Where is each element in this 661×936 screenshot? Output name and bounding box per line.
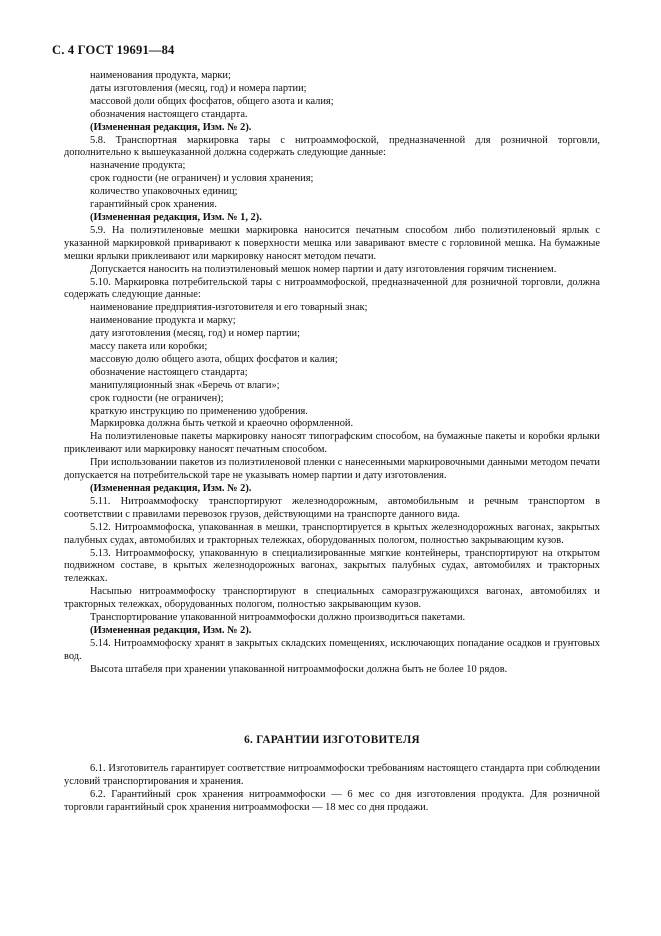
body-paragraph: При использовании пакетов из полиэтиленовой пленки с нанесенными маркировочными данными методом печати допускается на потребительской таре не указывать номер партии и дату изготовления.	[64, 457, 600, 482]
body-paragraph: 5.14. Нитроаммофоску хранят в закрытых складских помещениях, исключающих попадание осадков и грунтовых вод.	[64, 637, 600, 662]
body-list-item: наименование предприятия-изготовителя и его товарный знак;	[90, 302, 368, 314]
body-paragraph: 5.12. Нитроаммофоска, упакованная в мешки, транспортируется в крытых железнодорожных вагонах, закрытых палубных судах, автомобилях и тракторных тележках, оборудованных пологом, полностью закрывающим кузов.	[64, 521, 600, 546]
body-paragraph: 5.11. Нитроаммофоску транспортируют железнодорожным, автомобильным и речным транспортом в соответствии с правилами перевозок грузов, действующими на транспорте данного вида.	[64, 495, 600, 520]
body-list-item: назначение продукта;	[90, 160, 186, 172]
body-list-item: количество упаковочных единиц;	[90, 186, 238, 198]
body-list-item: обозначения настоящего стандарта.	[90, 108, 248, 120]
section-title: 6. ГАРАНТИИ ИЗГОТОВИТЕЛЯ	[244, 734, 420, 746]
body-list-item: наименование продукта и марку;	[90, 315, 236, 327]
body-list-item: массовую долю общего азота, общих фосфатов и калия;	[90, 353, 338, 365]
body-list-item: манипуляционный знак «Беречь от влаги»;	[90, 379, 280, 391]
body-amendment-note: (Измененная редакция, Изм. № 1, 2).	[90, 211, 262, 223]
section6-paragraph: 6.2. Гарантийный срок хранения нитроаммофоски — 6 мес со дня изготовления продукта. Для розничной торговли гарантийный срок хранения нитроаммофоски — 18 мес со дня продажи.	[64, 788, 600, 813]
section6-paragraph: 6.1. Изготовитель гарантирует соответствие нитроаммофоски требованиям настоящего стандарта при соблюдении условий транспортирования и хранения.	[64, 763, 600, 787]
body-paragraph: На полиэтиленовые пакеты маркировку наносят типографским способом, на бумажные пакеты и коробки ярлыки приклеивают или маркировку наносят печатным способом.	[64, 431, 600, 456]
body-paragraph: 5.10. Маркировка потребительской тары с нитроаммофоской, предназначенной для розничной торговли, должна содержать следующие данные:	[64, 276, 600, 301]
body-amendment-note: (Измененная редакция, Изм. № 2).	[90, 121, 252, 133]
body-list-item: срок годности (не ограничен) и условия хранения;	[90, 173, 314, 185]
body-amendment-note: (Измененная редакция, Изм. № 2).	[90, 483, 252, 494]
body-list-item: краткую инструкцию по применению удобрения.	[90, 405, 308, 417]
page-header: С. 4 ГОСТ 19691—84	[52, 43, 175, 57]
body-paragraph: Маркировка должна быть четкой и краеочно оформленной.	[90, 418, 354, 430]
body-list-item: массу пакета или коробки;	[90, 341, 208, 353]
body-paragraph: Насыпью нитроаммофоску транспортируют в специальных саморазгружающихся вагонах, автомобилях и тракторных тележках, оборудованных пологом, полностью закрывающим кузов.	[64, 586, 600, 611]
body-paragraph: 5.13. Нитроаммофоску, упакованную в специализированные мягкие контейнеры, транспортируют на открытом подвижном составе, в крытых железнодорожных вагонах, закрытых палубных судах, автомобилях и тракторных тележках.	[64, 547, 600, 585]
body-list-item: срок годности (не ограничен);	[90, 392, 224, 404]
body-paragraph: Транспортирование упакованной нитроаммофоски должно производиться пакетами.	[90, 612, 466, 624]
body-list-item: наименования продукта, марки;	[90, 70, 231, 81]
body-amendment-note: (Измененная редакция, Изм. № 2).	[90, 624, 252, 636]
body-paragraph: 5.9. На полиэтиленовые мешки маркировка наносится печатным способом либо полиэтиленовый ярлык с указанной маркировкой приваривают к поверхности мешка или заваривают вместе с горловиной мешка. На бумажные мешки ярлыки приклеивают или маркировку наносят методом печати.	[64, 224, 600, 262]
body-list-item: массовой доли общих фосфатов, общего азота и калия;	[90, 95, 334, 107]
body-text	[64, 70, 600, 677]
body-list-item: даты изготовления (месяц, год) и номера партии;	[90, 82, 307, 94]
body-paragraph: 5.8. Транспортная маркировка тары с нитроаммофоской, предназначенной для розничной торговли, дополнительно к вышеуказанной должна содержать следующие данные:	[64, 134, 600, 159]
body-paragraph: Высота штабеля при хранении упакованной нитроаммофоски должна быть не более 10 рядов.	[90, 663, 508, 675]
body-paragraph: Допускается наносить на полиэтиленовый мешок номер партии и дату изготовления горячим тиснением.	[90, 263, 557, 275]
body-list-item: гарантийный срок хранения.	[90, 199, 217, 211]
body-list-item: обозначение настоящего стандарта;	[90, 366, 248, 378]
section-6-text	[64, 763, 600, 815]
body-list-item: дату изготовления (месяц, год) и номер партии;	[90, 328, 300, 340]
